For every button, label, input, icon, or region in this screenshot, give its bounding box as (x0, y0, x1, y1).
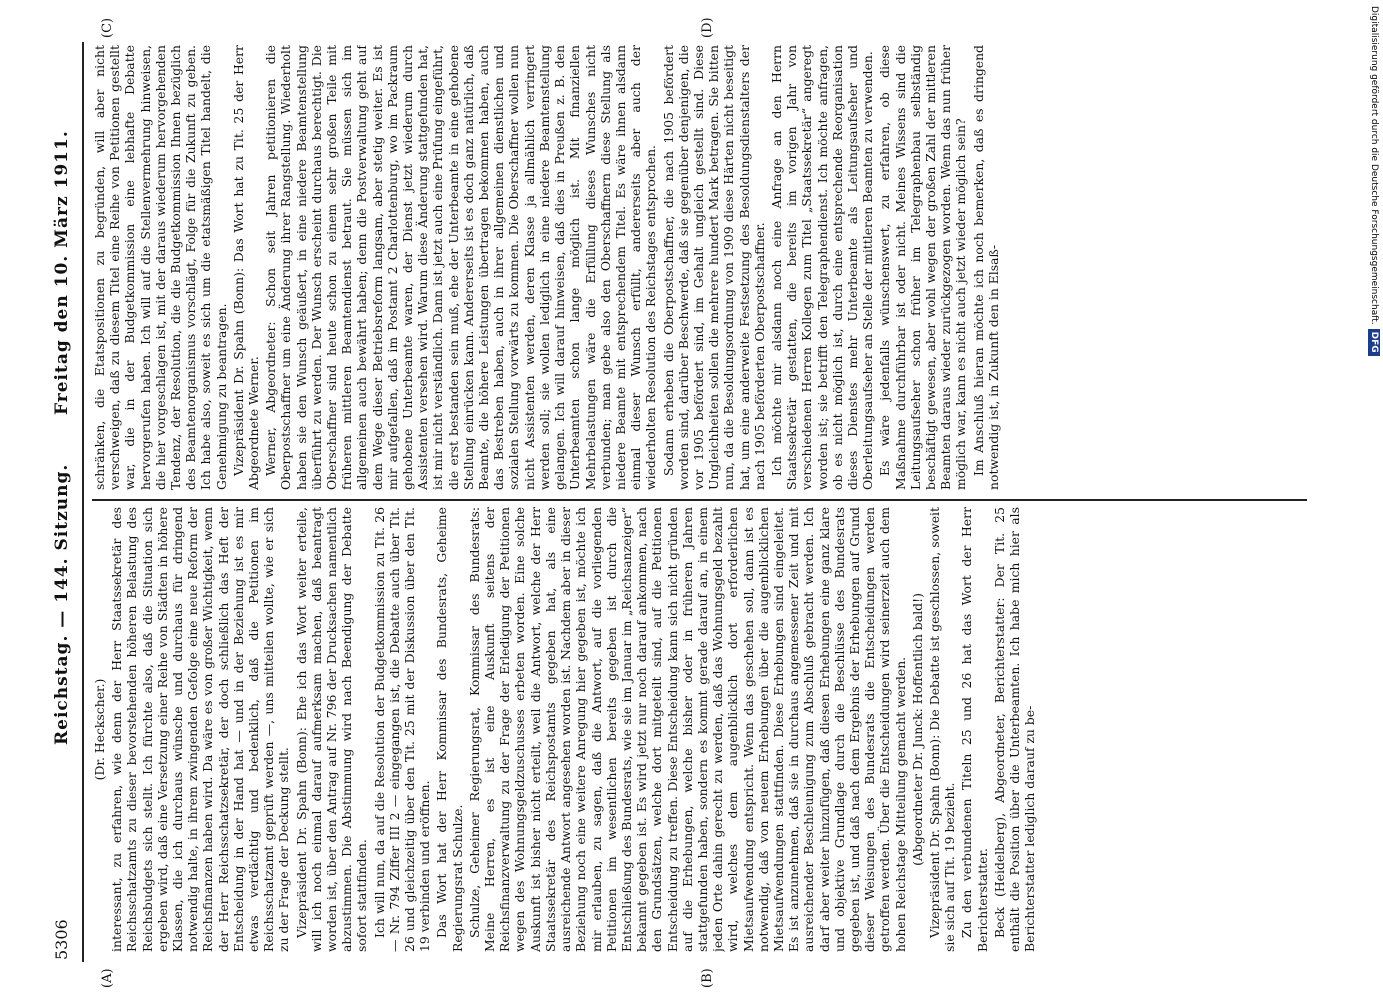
paragraph: Es wäre jedenfalls wünschenswert, zu erfahren, ob diese Maßnahme durchführbar ist oder nicht. Meines Wissens sind die Leitungsaufseher schon früher im Telegraphenbau selbständig beschäftigt gewesen, aber wohl wegen der großen Zahl der mittleren Beamten daraus wieder zurückgezogen worden. Wenn das nun früher möglich war, kann es nicht auch jetzt wieder möglich sein? (877, 45, 969, 490)
column-divider (92, 499, 1307, 501)
paragraph: Sodann erheben die Oberpostschaffner, die nach 1905 befördert worden sind, darüber Beschwerde, daß sie gegenüber denjenigen, die vor 1905 befördert sind, im Gehalt ungleich gestellt sind. Diese Ungleichheiten sollen die mehrere hundert Mark betragen. Sie bitten nun, da die Besoldungsordnung von 1909 diese Härten nicht beseitigt hat, um eine anderweite Festsetzung des Besoldungsdienstalters der nach 1905 beförderten Oberpostschaffner. (660, 45, 767, 490)
paragraph: Zu den verbundenen Titeln 25 und 26 hat das Wort der Herr Berichterstatter. (959, 507, 990, 952)
paragraph: Im Anschluß hieran möchte ich noch bemerken, daß es dringend notwendig ist, in Zukunft den in Elsaß- (970, 45, 1001, 490)
paragraph: Schulze, Geheimer Regierungsrat, Kommissar des Bundesrats: Meine Herren, es ist eine Auskunft seitens der Reichsfinanzverwaltung zu der Frage der Erledigung der Petitionen wegen des Wohnungsgeldzuschusses erbeten worden. Eine solche Auskunft ist bisher nicht erteilt, weil die Antwort, welche der Herr Staatssekretär des Reichspostamts gegeben hat, als eine ausreichende Antwort angesehen worden ist. Nachdem aber in dieser Beziehung noch eine weitere Anregung hier gegeben ist, möchte ich mir erlauben, zu sagen, daß die Antwort, auf die vorliegenden Petitionen im wesentlichen bereits gegeben ist durch die Entschließung des Bundesrats, wie sie im Januar im „Reichsanzeiger“ bekannt gegeben ist. Es wird jetzt nur noch darauf ankommen, nach den Grundsätzen, welche dort mitgeteilt sind, auf die Petitionen Entscheidung zu treffen. Diese Entscheidung kann sich nicht gründen auf die Erhebungen, welche bisher oder in früheren Jahren stattgefunden haben, sondern es kommt gerade darauf an, in einem jeden Orte dahin gerecht zu werden, daß das Wohnungsgeld bezahlt wird, welches dem augenblicklich dort erforderlichen Mietsaufwendung entspricht. Wenn das geschehen soll, dann ist es notwendig, daß von neuem Erhebungen über die augenblicklichen Mietsaufwendungen stattfinden. Diese Erhebungen sind eingeleitet. Es ist anzunehmen, daß sie in durchaus angemessener Zeit und mit ausreichender Beschleunigung zum Abschluß gebracht werden. Ich darf aber weiter hinzufügen, daß diesen Erhebungen eine ganz klare und objektive Grundlage durch die Beschlüsse des Bundesrats gegeben ist, und daß nach dem Ergebnis der Erhebungen auf Grund dieser Weisungen des Bundesrats die Entscheidungen werden getroffen werden. Über die Entscheidungen wird seinerzeit auch dem hohen Reichstage Mitteilung gemacht werden. (466, 507, 908, 952)
credit-text: Digitalisierung gefördert durch die Deutsche Forschungsgemeinschaft. (1369, 6, 1379, 325)
paragraph: Das Wort hat der Herr Kommissar des Bundesrats, Geheime Regierungsrat Schulze. (434, 507, 465, 952)
session-date: Freitag den 10. März 1911. (52, 130, 72, 415)
digitization-credit (1368, 6, 1380, 996)
paragraph: Werner, Abgeordneter: Schon seit Jahren petitionieren die Oberpostschaffner um eine Änderung ihrer Rangstellung. Wiederholt haben sie den Wunsch geäußert, in eine niedere Beamtenstellung überführt zu werden. Der Wunsch erscheint durchaus berechtigt. Die Oberschaffner sind heute schon zu einem sehr großen Teile mit früheren mittleren Beamtendienst betraut. Sie müssen sich im allgemeinen auch bewährt haben; denn die Postverwaltung geht auf dem Wege dieser Betriebsreform langsam, aber stetig weiter. Es ist mir aufgefallen, daß im Postamt 2 Charlottenburg, wo im Packraum gehobene Unterbeamte waren, der Dienst jetzt wiederum durch Assistenten versehen wird. Warum diese Änderung stattgefunden hat, ist mir nicht verständlich. Dann ist jetzt auch eine Prüfung eingeführt, die erst bestanden sein muß, ehe der Unterbeamte in eine gehobene Stellung einrücken kann. Andererseits ist es doch ganz natürlich, daß Beamte, die höhere Leistungen übertragen bekommen haben, auch das Bestreben haben, auch in ihrer allgemeinen dienstlichen und sozialen Stellung vorwärts zu kommen. Die Oberschaffner wollen nun nicht Assistenten werden, deren Klasse ja allmählich verringert werden soll; sie wollen lediglich in eine niedere Beamtenstellung gelangen. Ich will darauf hinweisen, daß dies in Preußen z. B. den Unterbeamten schon lange möglich ist. Mit finanziellen Mehrbelastungen wäre die Erfüllung dieses Wunsches nicht verbunden; man gebe also den Oberschaffnern diese Stellung als niedere Beamte mit entsprechendem Titel. Es wäre ihnen alsdann einmal dieser Wunsch erfüllt, andererseits aber auch der wiederholten Resolution des Reichstages entsprochen. (263, 45, 659, 490)
right-column (92, 45, 1307, 490)
margin-marker-b: (B) (700, 968, 715, 988)
digitization-credit-text (1368, 6, 1380, 996)
margin-marker-d: (D) (700, 17, 715, 38)
speaker-intro: (Dr. Heckscher.) (92, 678, 107, 781)
paragraph: schränken, die Etatspositionen zu begründen, will aber nicht verschweigen, daß zu diesem Titel eine Reihe von Petitionen gestellt war, die in der Budgetkommission eine lebhafte Debatte hervorgerufen haben. Ich will auf die Stellenvermehrung hinweisen, die hier vorgeschlagen ist, mit der daraus wiederum hervorgehenden Tendenz, der Resolution, die die Budgetkommission Ihnen bezüglich des Beamtenorganismus vorschlägt, Folge für die Zukunft zu geben. Ich habe also, soweit es sich um die etatsmäßigen Titel handelt, die Genehmigung zu beantragen. (92, 45, 229, 490)
interjection: (Abgeordneter Dr. Junck: Hoffentlich bald!) (909, 593, 925, 866)
paragraph: Beck (Heidelberg), Abgeordneter, Berichterstatter: Der Tit. 25 enthält die Position über die Unterbeamten. Ich habe mich hier als Berichterstatter lediglich darauf zu be- (991, 507, 1038, 952)
header-rule (82, 42, 84, 962)
session-title: Reichstag. — 144. Sitzung. (52, 463, 72, 745)
paragraph: Vizepräsident Dr. Spahn (Bonn): Ehe ich das Wort weiter erteile, will ich noch einmal darauf aufmerksam machen, daß beantragt worden ist, über den Antrag auf Nr. 796 der Drucksachen namentlich abzustimmen. Die Abstimmung wird nach Beendigung der Debatte sofort stattfinden. (293, 507, 370, 952)
dfg-logo: DFG (1368, 329, 1380, 356)
running-head (52, 30, 76, 960)
margin-marker-c: (C) (100, 17, 115, 38)
paragraph: Vizepräsident Dr. Spahn (Bonn): Die Debatte ist geschlossen, soweit sie sich auf Tit. 19 bezieht. (926, 507, 958, 952)
paragraph: Ich möchte mir alsdann noch eine Anfrage an den Herrn Staatssekretär gestatten, die bereits im vorigen Jahr von verschiedenen Herren Kollegen zum Titel „Staatssekretär“ angeregt worden ist; sie betrifft den Telegraphendienst. Ich möchte anfragen, ob es nicht möglich ist, durch eine entsprechende Reorganisation dieses Dienstes mehr Unterbeamte als Leitungsaufseher und Oberleitungsaufseher an Stelle der mittleren Beamten zu verwenden. (768, 45, 876, 490)
left-column (92, 507, 1307, 952)
margin-marker-a: (A) (100, 968, 115, 988)
paragraph: interessant, zu erfahren, wie denn der Herr Staatssekretär des Reichsschatzamts zu dieser bevorstehenden höheren Belastung des Reichsbudgets sich stellt. Ich fürchte also, daß die Situation sich ergeben wird, daß eine Versetzung einer Reihe von Städten in höhere Klassen, die ich durchaus wünsche und durchaus für dringend notwendig halte, in ihrem zwingenden Gefolge eine neue Reform der Reichsfinanzen haben wird. Da wäre es von großer Wichtigkeit, wenn der Herr Reichsschatzsekretär, der doch schließlich das Heft der Entscheidung in der Hand hat — und in der Beziehung ist es mir etwas verdächtig und bedenklich, daß die Petitionen im Reichsschatzamt geprüft werden —, uns mitteilen wollte, wie er sich zu der Frage der Deckung stellt. (109, 507, 292, 952)
paragraph: Ich will nun, da auf die Resolution der Budgetkommission zu Tit. 26 — Nr. 794 Ziffer III 2 — eingegangen ist, die Debatte auch über Tit. 26 und gleichzeitig über den Tit. 25 mit der Diskussion über den Tit. 19 verbinden und eröffnen. (371, 507, 433, 952)
page-number: 5306 (52, 919, 71, 960)
paragraph: Vizepräsident Dr. Spahn (Bonn): Das Wort hat zu Tit. 25 der Herr Abgeordnete Werner. (230, 45, 262, 490)
